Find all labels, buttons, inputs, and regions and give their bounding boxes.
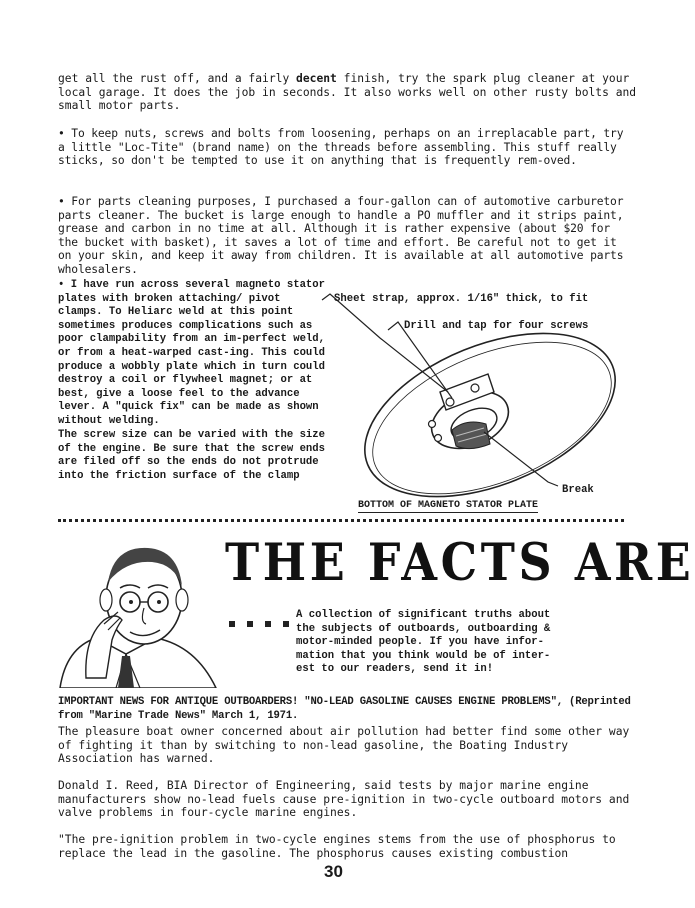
leader-drill (388, 322, 452, 398)
intro-text-after: finish, try the spark plug cleaner at your local garage. It does the job in seconds. It also works well on other rusty bolts and small motor parts. (58, 72, 637, 113)
screw (471, 384, 479, 392)
break-shading (452, 422, 490, 449)
square-bullet (283, 621, 289, 627)
label-break: Break (562, 484, 594, 496)
square-bullet (265, 621, 271, 627)
screw (446, 398, 454, 406)
article-headline: IMPORTANT NEWS FOR ANTIQUE OUTBOARDERS! "NO-LEAD GASOLINE CAUSES ENGINE PROBLEMS", (Reprinted from "Marine Trade News" March 1, 1971. (58, 696, 631, 722)
magneto-tip-paragraph: • I have run across several magneto stator plates with broken attaching/ pivot clamps. To Heliarc weld at this point sometimes produces complications such as poor clampability from an im-perfect weld, or from a heat-warped cast-ing. This could produce a wobbly plate which in turn could destroy a coil or flywheel magnet; or at best, give a loose feel to the advance lever. A "quick fix" can be made as shown without welding. (58, 279, 326, 427)
tip-parts-cleaner: • For parts cleaning purposes, I purchased a four-gallon can of automotive carburetor parts cleaner. The bucket is large enough to handle a PO muffler and it strips paint, grease and carbon in no time at all. Although it is rather expensive (about $20 for the bucket with basket), it saves a lot of time and effort. Be careful not to get it on your skin, and keep it away from children. It is available at all automotive parts wholesalers. (58, 195, 624, 276)
sheet-strap (440, 374, 494, 410)
man-illustration (56, 528, 226, 688)
clamp-ring-outer (423, 381, 517, 459)
square-bullet (247, 621, 253, 627)
facts-blurb: A collection of significant truths about the subjects of outboards, outboarding & motor-minded people. If you have infor-mation that you think would be of inter-est to our readers, send it in! (296, 609, 551, 676)
diagram-caption: BOTTOM OF MAGNETO STATOR PLATE (358, 500, 539, 511)
facts-title: THE FACTS ARE (225, 533, 695, 593)
article-paragraph-3: "The pre-ignition problem in two-cycle engines stems from the use of phosphorus to replace the lead in the gasoline. The phosphorus causes existing combustion (58, 833, 616, 860)
leader-break (484, 432, 558, 486)
page-number: 30 (324, 862, 343, 881)
article-paragraph-2: Donald I. Reed, BIA Director of Engineering, said tests by major marine engine manufacturers show no-lead fuels cause pre-ignition in two-cycle outboard motors and valve problems in four-cycle marine engines. (58, 779, 630, 820)
label-sheet-strap: Sheet strap, approx. 1/16" thick, to fit (334, 293, 589, 305)
intro-emphasis: decent (296, 72, 337, 85)
tip-loctite: • To keep nuts, screws and bolts from loosening, perhaps on an irreplacable part, try a little "Loc-Tite" (brand name) on the threads before assembling. This stuff really sticks, so don't be tempted to use it on anything that is frequently rem-oved. (58, 127, 624, 168)
screw (435, 435, 442, 442)
stator-plate-outline (341, 301, 638, 530)
intro-text-before: get all the rust off, and a fairly (58, 72, 297, 85)
screw (429, 421, 436, 428)
leader-strap (322, 294, 448, 392)
intro-paragraph (58, 72, 638, 113)
clamp-ring-inner (447, 402, 502, 446)
article-paragraph-1: The pleasure boat owner concerned about air pollution had better find some other way of fighting it than by switching to non-lead gasoline, the Boating Industry Association has warned. (58, 725, 630, 766)
square-bullets (229, 612, 301, 631)
label-drill-and-tap: Drill and tap for four screws (404, 320, 589, 332)
section-divider (58, 519, 624, 522)
magneto-tip-paragraph-2: The screw size can be varied with the size of the engine. Be sure that the screw ends are filed off so the ends do not protrude into the friction surface of the clamp (58, 429, 326, 482)
square-bullet (229, 621, 235, 627)
